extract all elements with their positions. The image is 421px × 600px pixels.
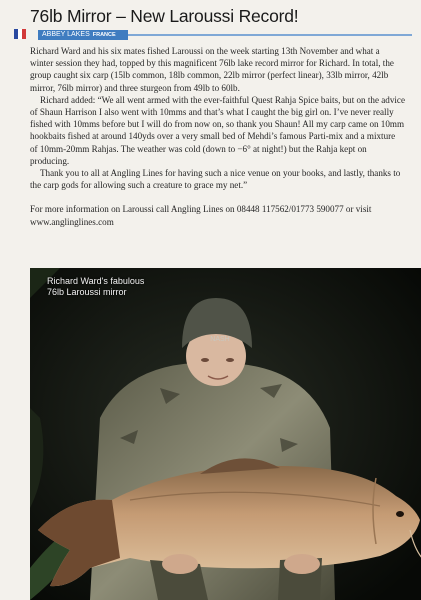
venue-rule — [128, 34, 412, 36]
angler-carp-photo — [30, 268, 421, 600]
venue-country: FRANCE — [92, 32, 116, 38]
paragraph-quote: Richard added: “We all went armed with the ever-faithful Quest Rahja Spice baits, but on the advice of Shaun Harrison I also went with 10mms and that’s what I caught the big girl on. I’ve never really fished with 10mms before but I will do from now on, so thank you Shaun! All my carp came on 10mm hookbaits fished at around 140yds over a very small bed of Mehdi’s famous Parti-mix and a mixture of 10mm-20mm Rahjas. The weather was cold (down to −6° at night!) but the Rahja kept on producing. — [30, 94, 405, 166]
french-flag-icon — [14, 29, 26, 39]
paragraph-contact: For more information on Laroussi call Angling Lines on 08448 117562/01773 590077 or visit www.anglinglines.com — [30, 204, 372, 227]
caption-line-2: 76lb Laroussi mirror — [47, 287, 127, 297]
caption-line-1: Richard Ward's fabulous — [47, 276, 145, 286]
venue-name: ABBEY LAKES — [42, 31, 90, 38]
paragraph-thanks: Thank you to all at Angling Lines for having such a nice venue on your books, and lastly, thanks to the carp gods for allowing such a creature to grace my net.” — [30, 168, 401, 191]
photo-illustration — [30, 268, 421, 600]
article-headline: 76lb Mirror – New Laroussi Record! — [30, 6, 299, 26]
venue-bar — [8, 30, 412, 40]
paragraph-intro: Richard Ward and his six mates fished Laroussi on the week starting 13th November and what a winter session they had, topped by this magnificent 76lb lake record mirror for Richard. In total, the group caught six carp (15lb common, 18lb common, 22lb mirror (perfect linear), 33lb mirror, 42lb mirror, 76lb mirror) and three sturgeon from 49lb to 60lb. — [30, 46, 394, 93]
article-body — [30, 45, 405, 228]
venue-tag — [38, 30, 128, 40]
hat-label: NASH — [210, 336, 230, 343]
photo-caption — [47, 276, 144, 298]
